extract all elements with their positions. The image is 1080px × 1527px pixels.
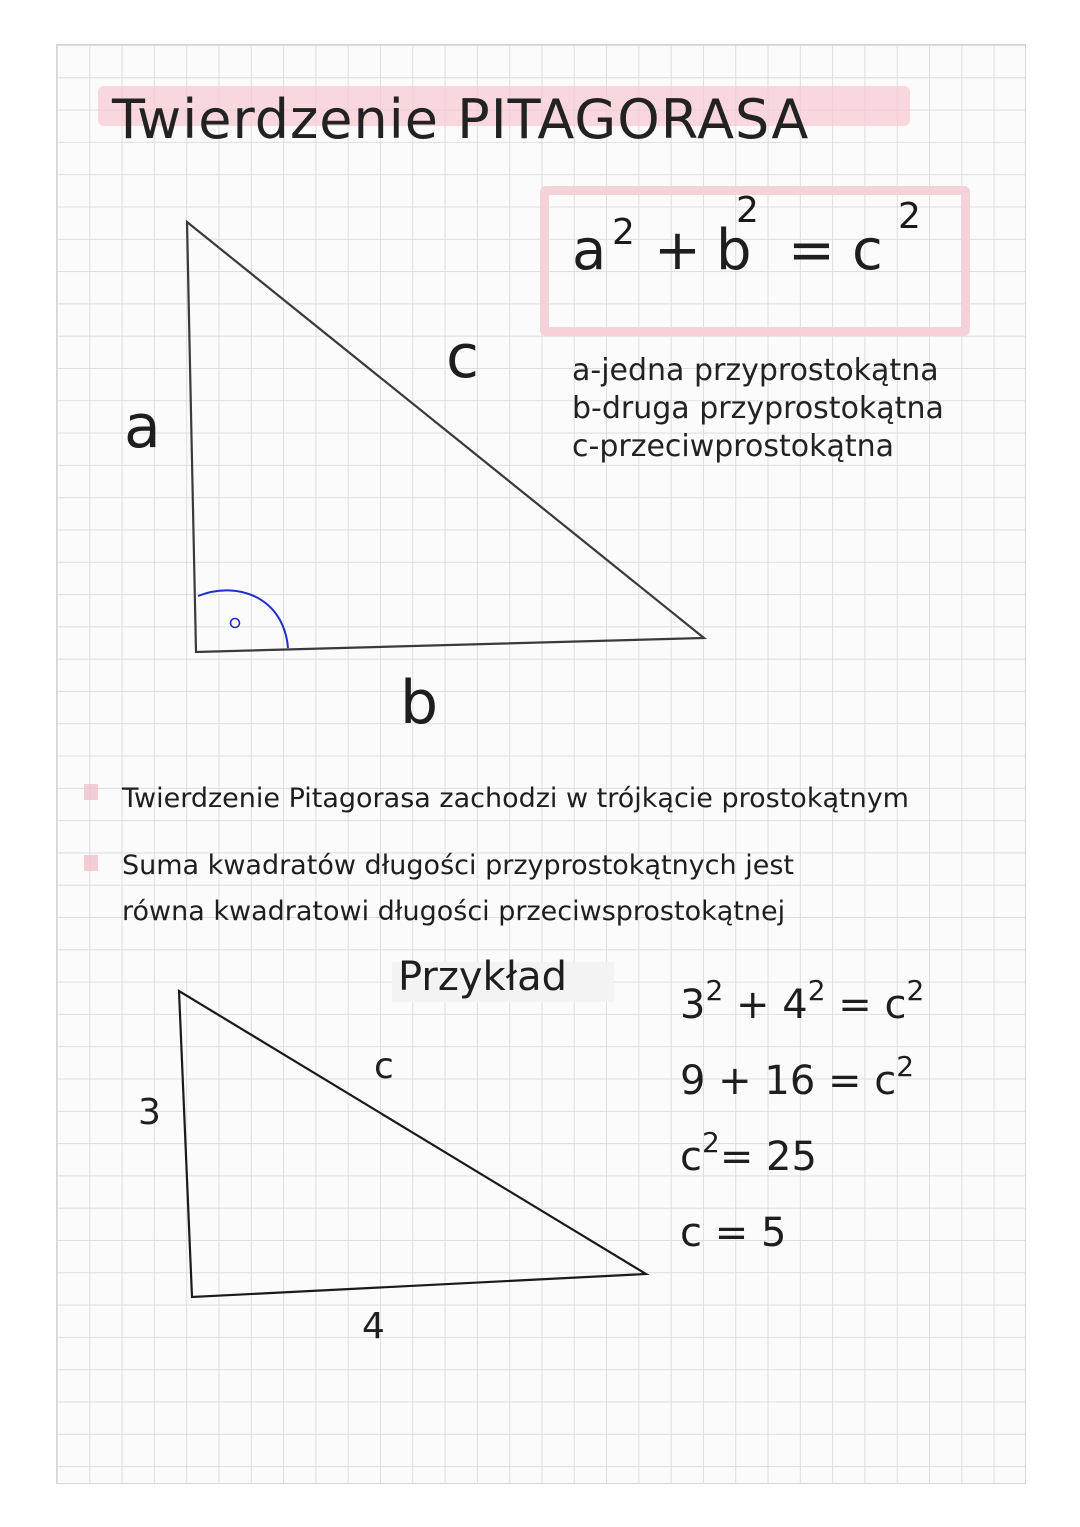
eq1-equals-c: = c — [838, 982, 907, 1028]
eq3-c: c — [680, 1134, 702, 1180]
eq1-plus-4: + 4 — [736, 982, 808, 1028]
eq2-text: 9 + 16 = c — [680, 1058, 897, 1104]
formula-c-exponent: 2 — [898, 196, 921, 237]
equation-step-4 — [680, 1210, 786, 1256]
statement-sum-line2: równa kwadratowi długości przeciwsprostokątnej — [122, 896, 786, 927]
formula-b: b — [716, 218, 752, 283]
formula-equals: = — [788, 218, 835, 283]
eq2-exp: 2 — [896, 1050, 915, 1083]
bullet-marker — [84, 784, 98, 800]
equation-step-3 — [680, 1126, 817, 1180]
label-a: a — [124, 392, 161, 462]
equation-step-2 — [680, 1050, 915, 1104]
eq1-exp: 2 — [705, 974, 724, 1007]
equation-step-1 — [680, 974, 925, 1028]
formula-plus: + — [654, 218, 701, 283]
definition-b: b-druga przyprostokątna — [572, 391, 944, 426]
eq1-exp: 2 — [807, 974, 826, 1007]
definition-a: a-jedna przyprostokątna — [572, 353, 939, 388]
label-b: b — [400, 668, 439, 738]
eq3-exp: 2 — [702, 1126, 720, 1159]
formula-a: a — [572, 218, 607, 283]
formula-c: c — [852, 218, 883, 283]
right-angle-arc — [198, 590, 288, 648]
formula-b-exponent: 2 — [736, 190, 759, 231]
definition-c: c-przeciwprostokątna — [572, 429, 895, 464]
example-label-3: 3 — [138, 1092, 161, 1133]
page-title: Twierdzenie PITAGORASA — [112, 88, 810, 151]
statement-right-triangle: Twierdzenie Pitagorasa zachodzi w trójkącie prostokątnym — [122, 783, 909, 814]
statement-sum-line1: Suma kwadratów długości przyprostokątnych jest — [122, 850, 794, 881]
definitions-list — [572, 352, 944, 466]
right-angle-dot — [231, 619, 240, 628]
eq3-equals-25: = 25 — [719, 1134, 817, 1180]
example-label-4: 4 — [362, 1306, 385, 1347]
eq1-base-3: 3 — [680, 982, 706, 1028]
label-c: c — [446, 322, 479, 392]
example-label-c: c — [374, 1046, 394, 1087]
bullet-marker — [84, 855, 98, 871]
eq4-result: c = 5 — [680, 1210, 787, 1256]
formula-a-exponent: 2 — [612, 212, 635, 253]
right-triangle-example — [179, 991, 646, 1297]
example-heading: Przykład — [398, 954, 567, 1000]
eq1-exp: 2 — [906, 974, 925, 1007]
